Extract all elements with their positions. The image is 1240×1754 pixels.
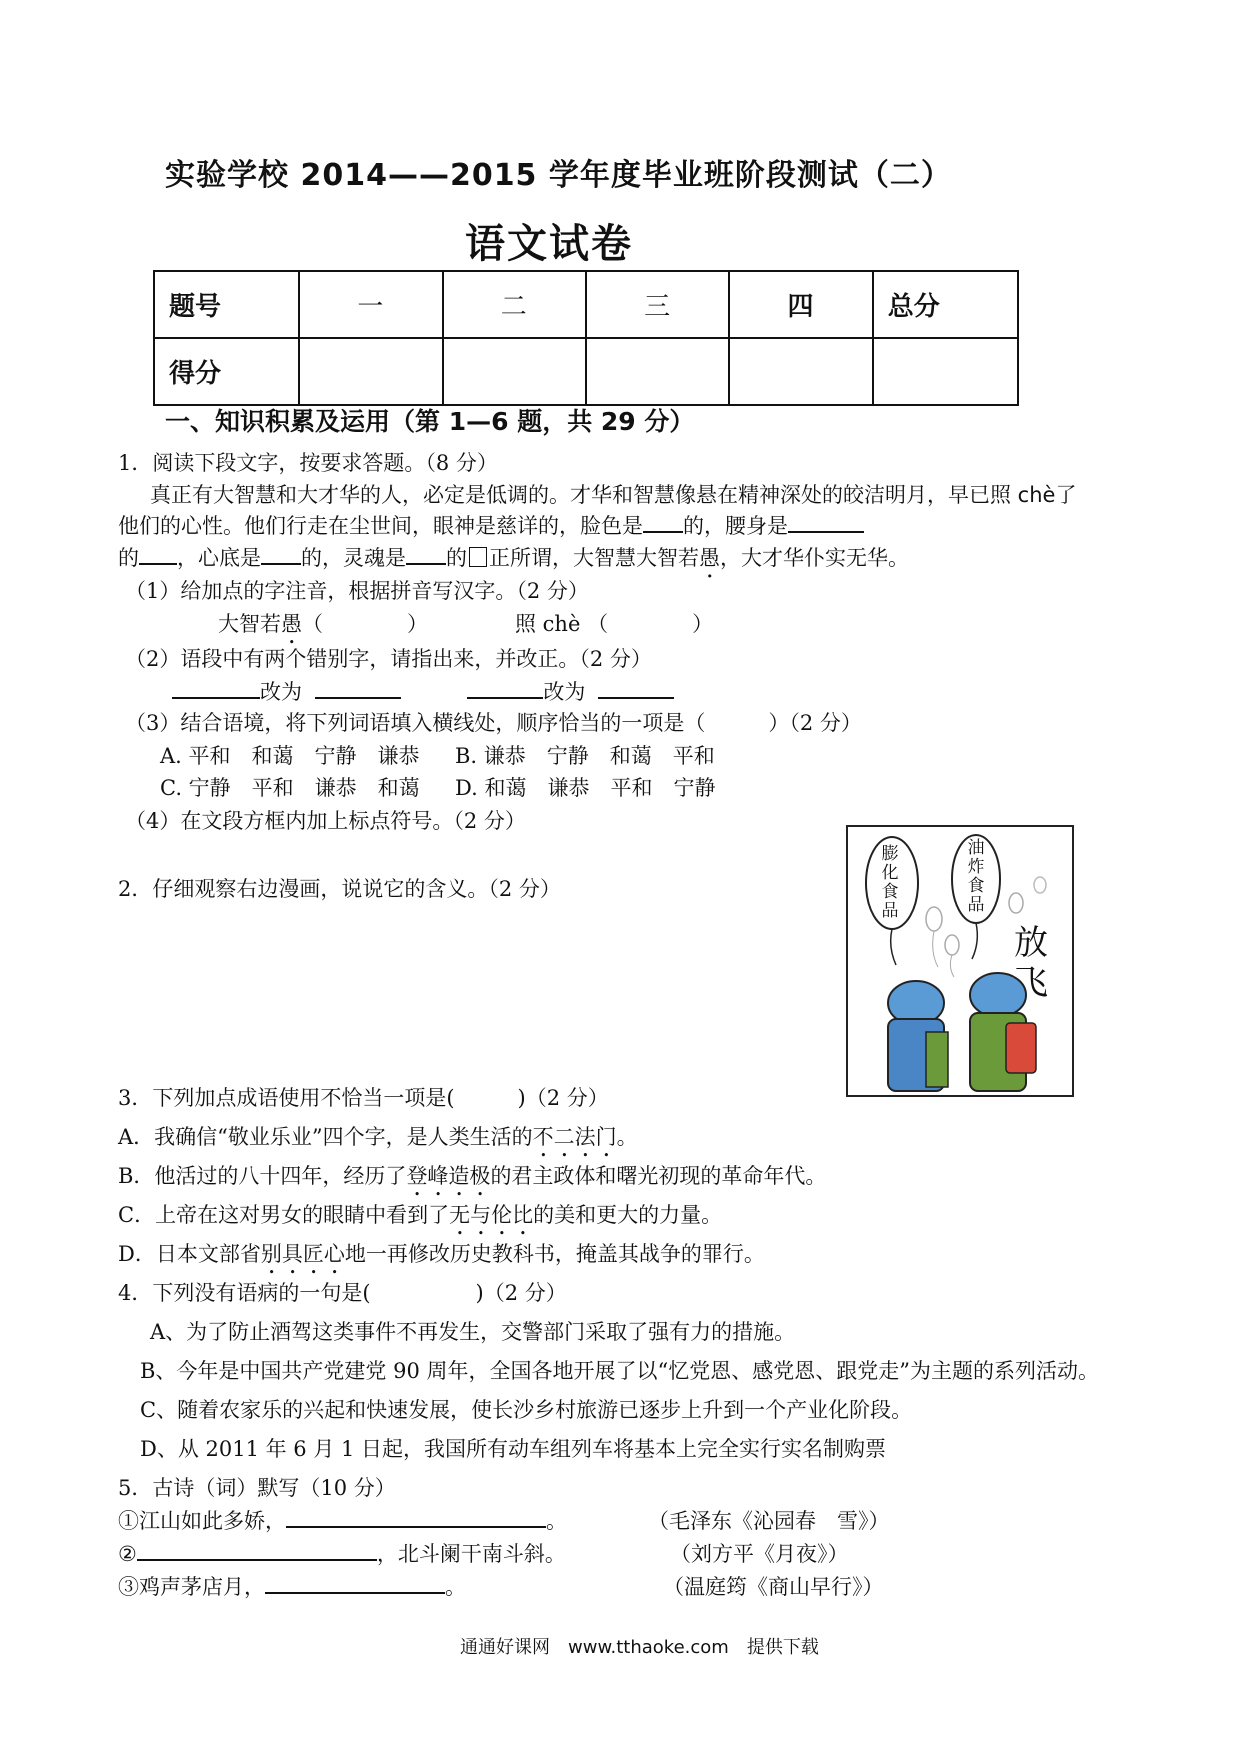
q4-option-d[interactable]: D、从 2011 年 6 月 1 日起，我国所有动车组列车将基本上完全实行实名制购票 <box>140 1437 887 1461</box>
q5-l1-pre: ①江山如此多娇， <box>118 1509 286 1533</box>
q1-sub2-right-2[interactable] <box>598 679 674 699</box>
q4-option-a[interactable]: A、为了防止酒驾这类事件不再发生，交警部门采取了强有力的措施。 <box>150 1320 796 1344</box>
q1-sub1: （1）给加点的字注音，根据拼音写汉字。（2 分） <box>125 579 589 603</box>
score-table-score-row <box>154 338 1018 405</box>
q1-sub2-change-1: 改为 <box>260 680 302 704</box>
q1-blank-heart[interactable] <box>261 545 301 565</box>
score-cell-4: 四 <box>729 271 872 338</box>
q3-option-c[interactable] <box>118 1199 722 1240</box>
q1-sub1-a-paren[interactable]: （ ） <box>302 612 428 636</box>
q1-sub3: （3）结合语境，将下列词语填入横线处，顺序恰当的一项是（ ）（2 分） <box>125 711 862 735</box>
q5-l3-blank[interactable] <box>265 1574 445 1594</box>
q1-stem: 1．阅读下段文字，按要求答题。（8 分） <box>118 451 498 475</box>
q3-b-post: 的君主政体和曙光初现的革命年代。 <box>490 1164 827 1188</box>
score-cell-1: 一 <box>299 271 442 338</box>
q1-para-3f: 愚 <box>699 546 720 570</box>
score-cell-2: 二 <box>443 271 586 338</box>
q1-blank-soul[interactable] <box>406 545 446 565</box>
q3-b-pre: B．他活过的八十四年，经历了 <box>118 1164 407 1188</box>
score-blank-total[interactable] <box>873 338 1018 405</box>
q4-stem: 4．下列没有语病的一句是( )（2 分） <box>118 1281 567 1305</box>
q1-para-3b: ，心底是 <box>177 546 261 570</box>
q1-option-a[interactable]: A. 平和 和蔼 宁静 谦恭 <box>160 744 420 768</box>
q5-line-2 <box>118 1538 566 1568</box>
q3-option-a[interactable] <box>118 1121 638 1162</box>
q5-l2-source: （刘方平《月夜》） <box>670 1542 849 1566</box>
q1-para-3d: 的 <box>446 546 467 570</box>
q5-l3-source: （温庭筠《商山早行》） <box>663 1575 884 1599</box>
q1-option-b[interactable]: B. 谦恭 宁静 和蔼 平和 <box>455 744 715 768</box>
q3-d-idiom: 别具匠心 <box>260 1242 345 1266</box>
balloon-right-label: 油炸食品 <box>967 838 985 915</box>
q2-stem: 2．仔细观察右边漫画，说说它的含义。（2 分） <box>118 877 561 901</box>
q5-l2-post: ，北斗阑干南斗斜。 <box>376 1542 566 1566</box>
score-row-label: 得分 <box>154 338 299 405</box>
q3-a-pre: A．我确信“敬业乐业”四个字，是人类生活的 <box>118 1125 533 1149</box>
balloon-left-label: 膨化食品 <box>881 844 899 921</box>
score-cell-3: 三 <box>586 271 729 338</box>
q3-stem: 3．下列加点成语使用不恰当一项是( )（2 分） <box>118 1086 609 1110</box>
q3-c-post: 的美和更大的力量。 <box>533 1203 723 1227</box>
q3-option-d[interactable] <box>118 1238 765 1279</box>
score-blank-4[interactable] <box>729 338 872 405</box>
q5-line-3 <box>118 1571 466 1601</box>
q3-option-b[interactable] <box>118 1160 826 1201</box>
q3-d-pre: D．日本文部省 <box>118 1242 261 1266</box>
q1-sub1-a-dot: 愚 <box>281 612 302 636</box>
q1-sub1-b[interactable]: 照 chè （ ） <box>515 612 714 636</box>
q1-para-3g: ，大才华仆实无华。 <box>720 546 909 570</box>
score-blank-2[interactable] <box>443 338 586 405</box>
page-footer: 通通好课网 www.tthaoke.com 提供下载 <box>460 1637 819 1658</box>
q1-para-line-1: 真正有大智慧和大才华的人，必定是低调的。才华和智慧像悬在精神深处的皎洁明月，早已照 chè了 <box>150 483 1077 507</box>
q1-sub2-change-2: 改为 <box>543 680 586 704</box>
q1-para-2b: 的，腰身是 <box>683 514 788 538</box>
q5-l2-blank[interactable] <box>137 1541 377 1561</box>
exam-title: 实验学校 2014——2015 学年度毕业班阶段测试（二） <box>165 158 952 193</box>
q5-l1-blank[interactable] <box>286 1508 546 1528</box>
q1-sub2-answer-row <box>172 676 674 706</box>
punctuation-box[interactable] <box>469 547 487 567</box>
q5-l1-post: 。 <box>546 1509 567 1533</box>
q1-blank-face[interactable] <box>643 513 683 533</box>
q3-a-post: 。 <box>616 1125 638 1149</box>
q5-line-1 <box>118 1505 567 1535</box>
q5-l2-pre: ② <box>118 1542 137 1566</box>
score-table <box>153 270 1019 406</box>
q1-option-d[interactable]: D. 和蔼 谦恭 平和 宁静 <box>455 776 716 800</box>
q1-option-c[interactable]: C. 宁静 平和 谦恭 和蔼 <box>160 776 420 800</box>
score-cell-label: 题号 <box>154 271 299 338</box>
q5-stem: 5．古诗（词）默写（10 分） <box>118 1476 396 1500</box>
score-blank-3[interactable] <box>586 338 729 405</box>
q3-c-idiom: 无与伦比 <box>449 1203 534 1227</box>
q4-option-b[interactable]: B、今年是中国共产党建党 90 周年，全国各地开展了以“忆党恩、感党恩、跟党走”为主题的系列活动。 <box>140 1359 1099 1383</box>
q1-sub2-wrong-2[interactable] <box>467 679 543 699</box>
exam-subtitle: 语文试卷 <box>465 221 633 267</box>
score-table-header-row <box>154 271 1018 338</box>
score-cell-total: 总分 <box>873 271 1018 338</box>
q1-sub1-a-pre: 大智若 <box>218 612 281 636</box>
q1-sub2-wrong-1[interactable] <box>172 679 260 699</box>
score-blank-1[interactable] <box>299 338 442 405</box>
q1-para-2a: 他们的心性。他们行走在尘世间，眼神是慈详的，脸色是 <box>118 514 643 538</box>
q1-blank-waist-2[interactable] <box>139 545 177 565</box>
q5-l3-post: 。 <box>445 1575 466 1599</box>
q4-option-c[interactable]: C、随着农家乐的兴起和快速发展，使长沙乡村旅游已逐步上升到一个产业化阶段。 <box>140 1398 913 1422</box>
section-1-heading: 一、知识积累及运用（第 1—6 题，共 29 分） <box>165 407 695 436</box>
q3-d-post: 地一再修改历史教科书，掩盖其战争的罪行。 <box>344 1242 765 1266</box>
q1-blank-waist[interactable] <box>788 513 864 533</box>
q3-b-idiom: 登峰造极 <box>406 1164 491 1188</box>
q1-sub2: （2）语段中有两个错别字，请指出来，并改正。（2 分） <box>125 647 652 671</box>
q1-sub2-right-1[interactable] <box>315 679 401 699</box>
q3-c-pre: C．上帝在这对男女的眼睛中看到了 <box>118 1203 450 1227</box>
q5-l3-pre: ③鸡声茅店月， <box>118 1575 265 1599</box>
q1-para-3a: 的 <box>118 546 139 570</box>
q5-l1-source: （毛泽东《沁园春 雪》） <box>648 1509 890 1533</box>
q1-para-3c: 的，灵魂是 <box>301 546 406 570</box>
cartoon-caption: 放飞 <box>1014 923 1048 1003</box>
q1-sub4: （4）在文段方框内加上标点符号。（2 分） <box>125 809 526 833</box>
cartoon-image <box>846 825 1074 1097</box>
q1-para-line-2 <box>118 510 864 540</box>
q3-a-idiom: 不二法门 <box>532 1125 617 1149</box>
q1-para-3e: 正所谓，大智慧大智若 <box>489 546 699 570</box>
